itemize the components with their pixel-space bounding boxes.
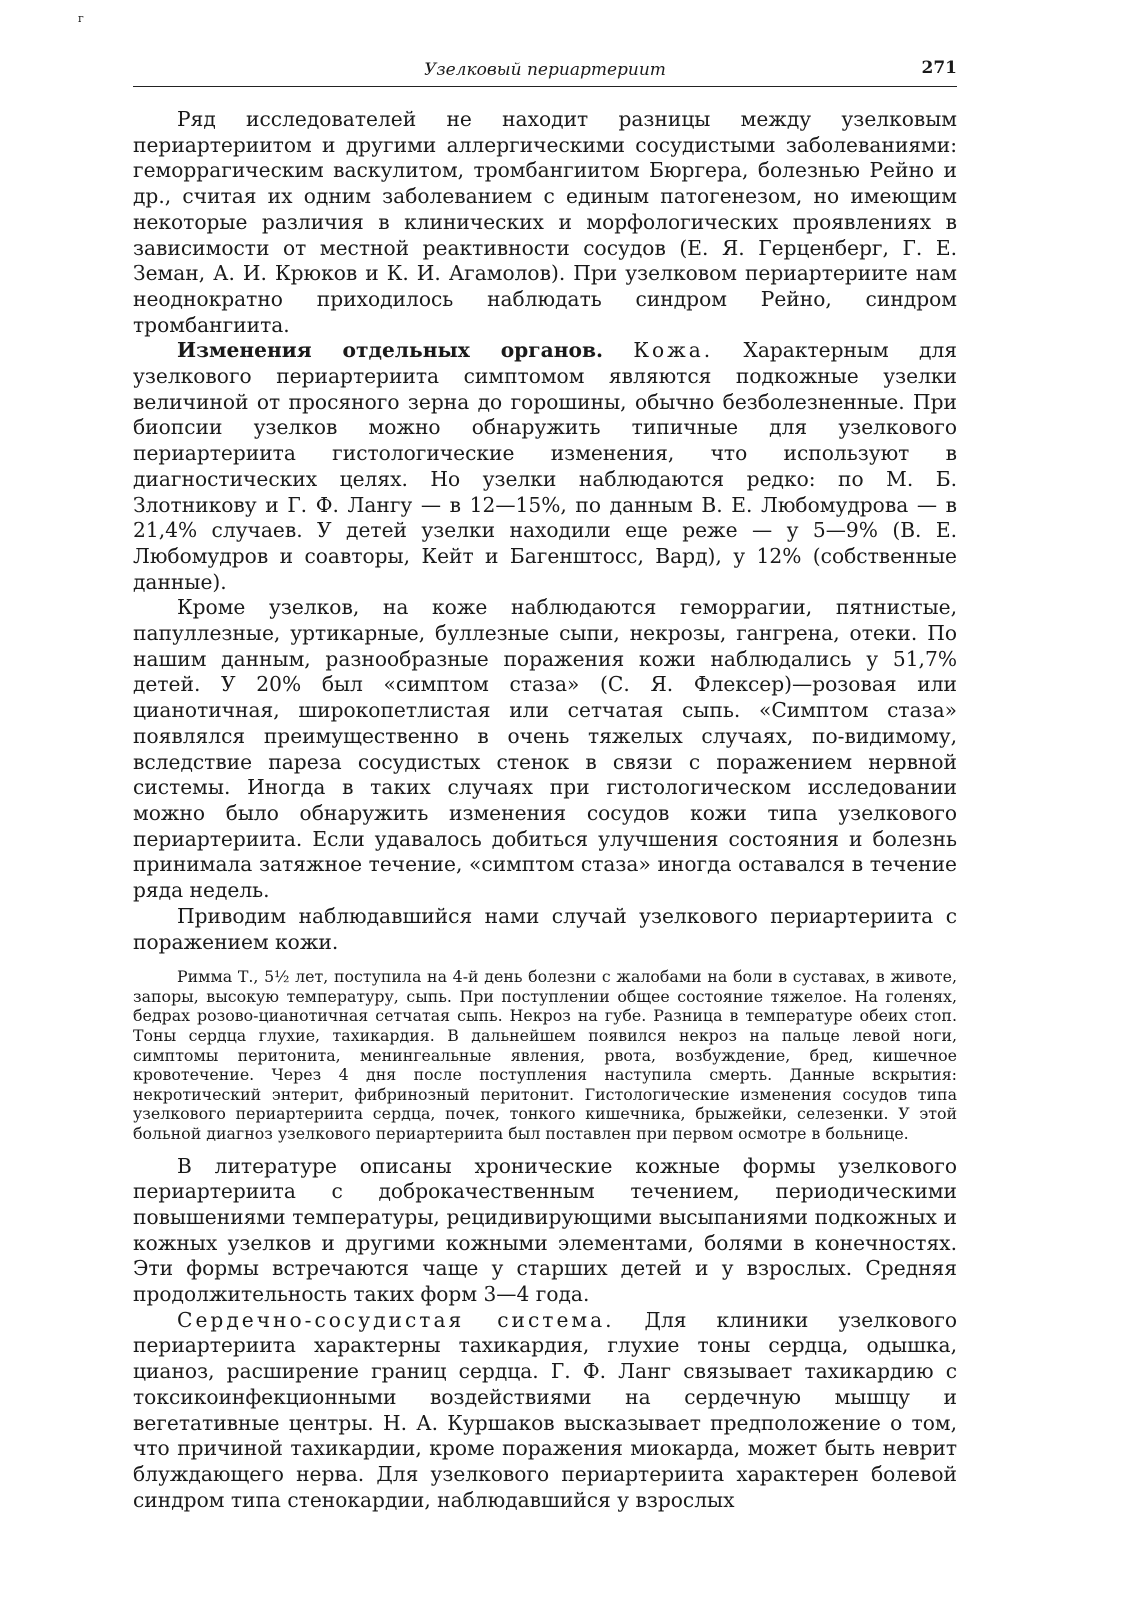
paragraph-chronic-forms: В литературе описаны хронические кожные формы узелкового периартериита с доброкачественным течением, периодическими повышениями температуры, рецидивирующими высыпаниями подкожных и кожных узелков и другими кожными элементами, болями в конечностях. Эти формы встречаются чаще у старших детей и у взрослых. Средняя продолжительность таких форм 3—4 года. (133, 1153, 957, 1307)
paragraph-text: Характерным для узелкового периартериита симптомом являются подкожные узелки величиной от просяного зерна до горошины, обычно безболезненные. При биопсии узелков можно обнаружить типичные для узелкового периартериита гистологические изменения, что используют в диагностических целях. Но узелки наблюдаются редко: по М. Б. Злотникову и Г. Ф. Лангу — в 12—15%, по данным В. Е. Любомудрова — в 21,4% случаев. У детей узелки находили еще реже — у 5—9% (В. Е. Любомудров и соавторы, Кейт и Багенштосс, Вард), у 12% (собственные данные). (133, 338, 958, 594)
running-title: Узелковый периартериит (424, 60, 666, 80)
paragraph-text: Для клиники узелкового периартериита характерны тахикардия, глухие тоны сердца, одышка, цианоз, расширение границ сердца. Г. Ф. Ланг связывает тахикардию с токсикоинфекционными воздействиями на сердечную мышцу и вегетативные центры. Н. А. Куршаков высказывает предположение о том, что причиной тахикардии, кроме поражения миокарда, может быть неврит блуждающего нерва. Для узелкового периартериита характерен болевой синдром типа стенокардии, наблюдавшийся у взрослых (133, 1307, 957, 1512)
book-page (133, 52, 957, 1513)
paragraph-case-intro: Приводим наблюдавшийся нами случай узелкового периартериита с поражением кожи. (133, 903, 957, 954)
body-text (133, 107, 957, 1513)
section-heading-organ-changes: Изменения отдельных органов. (177, 338, 604, 363)
subsection-heading-skin: Кожа. (633, 338, 714, 363)
paragraph-cardiovascular (133, 1308, 957, 1514)
page-number: 271 (921, 58, 957, 78)
paragraph-allergic-vasculitis: Ряд исследователей не находит разницы между узелковым периартериитом и другими аллергическими сосудистыми заболеваниями: геморрагическим васкулитом, тромбангиитом Бюргера, болезнью Рейно и др., считая их одним заболеванием с единым патогенезом, но имеющим некоторые различия в клинических и морфологических проявлениях в зависимости от местной реактивности сосудов (Е. Я. Герценберг, Г. Е. Земан, А. И. Крюков и К. И. Агамолов). При узелковом периартериите нам неоднократно приходилось наблюдать синдром Рейно, синдром тромбангиита. (133, 107, 957, 337)
running-header (133, 52, 957, 87)
subsection-heading-cardiovascular: Сердечно-сосудистая система. (177, 1307, 615, 1332)
paragraph-skin-lesions: Кроме узелков, на коже наблюдаются геморрагии, пятнистые, папуллезные, уртикарные, буллезные сыпи, некрозы, гангрена, отеки. По нашим данным, разнообразные поражения кожи наблюдались у 51,7% детей. У 20% был «симптом стаза» (С. Я. Флексер)—розовая или цианотичная, широкопетлистая или сетчатая сыпь. «Симптом стаза» появлялся преимущественно в очень тяжелых случаях, по-видимому, вследствие пареза сосудистых стенок в связи с поражением нервной системы. Иногда в таких случаях при гистологическом исследовании можно было обнаружить изменения сосудов кожи типа узелкового периартериита. Если удавалось добиться улучшения состояния и болезнь принимала затяжное течение, «симптом стаза» иногда оставался в течение ряда недель. (133, 595, 957, 903)
case-report: Римма Т., 5½ лет, поступила на 4-й день болезни с жалобами на боли в суставах, в животе, запоры, высокую температуру, сыпь. При поступлении общее состояние тяжелое. На голенях, бедрах розово-цианотичная сетчатая сыпь. Некроз на губе. Разница в температуре обеих стоп. Тоны сердца глухие, тахикардия. В дальнейшем появился некроз на пальце левой ноги, симптомы перитонита, менингеальные явления, рвота, возбуждение, бред, кишечное кровотечение. Через 4 дня после поступления наступила смерть. Данные вскрытия: некротический энтерит, фибринозный перитонит. Гистологические изменения сосудов типа узелкового периартериита сердца, почек, тонкого кишечника, брыжейки, селезенки. У этой больной диагноз узелкового периартериита был поставлен при первом осмотре в больнице. (133, 967, 957, 1143)
stray-print-mark: г (78, 12, 84, 25)
paragraph-skin-nodules (133, 338, 957, 595)
